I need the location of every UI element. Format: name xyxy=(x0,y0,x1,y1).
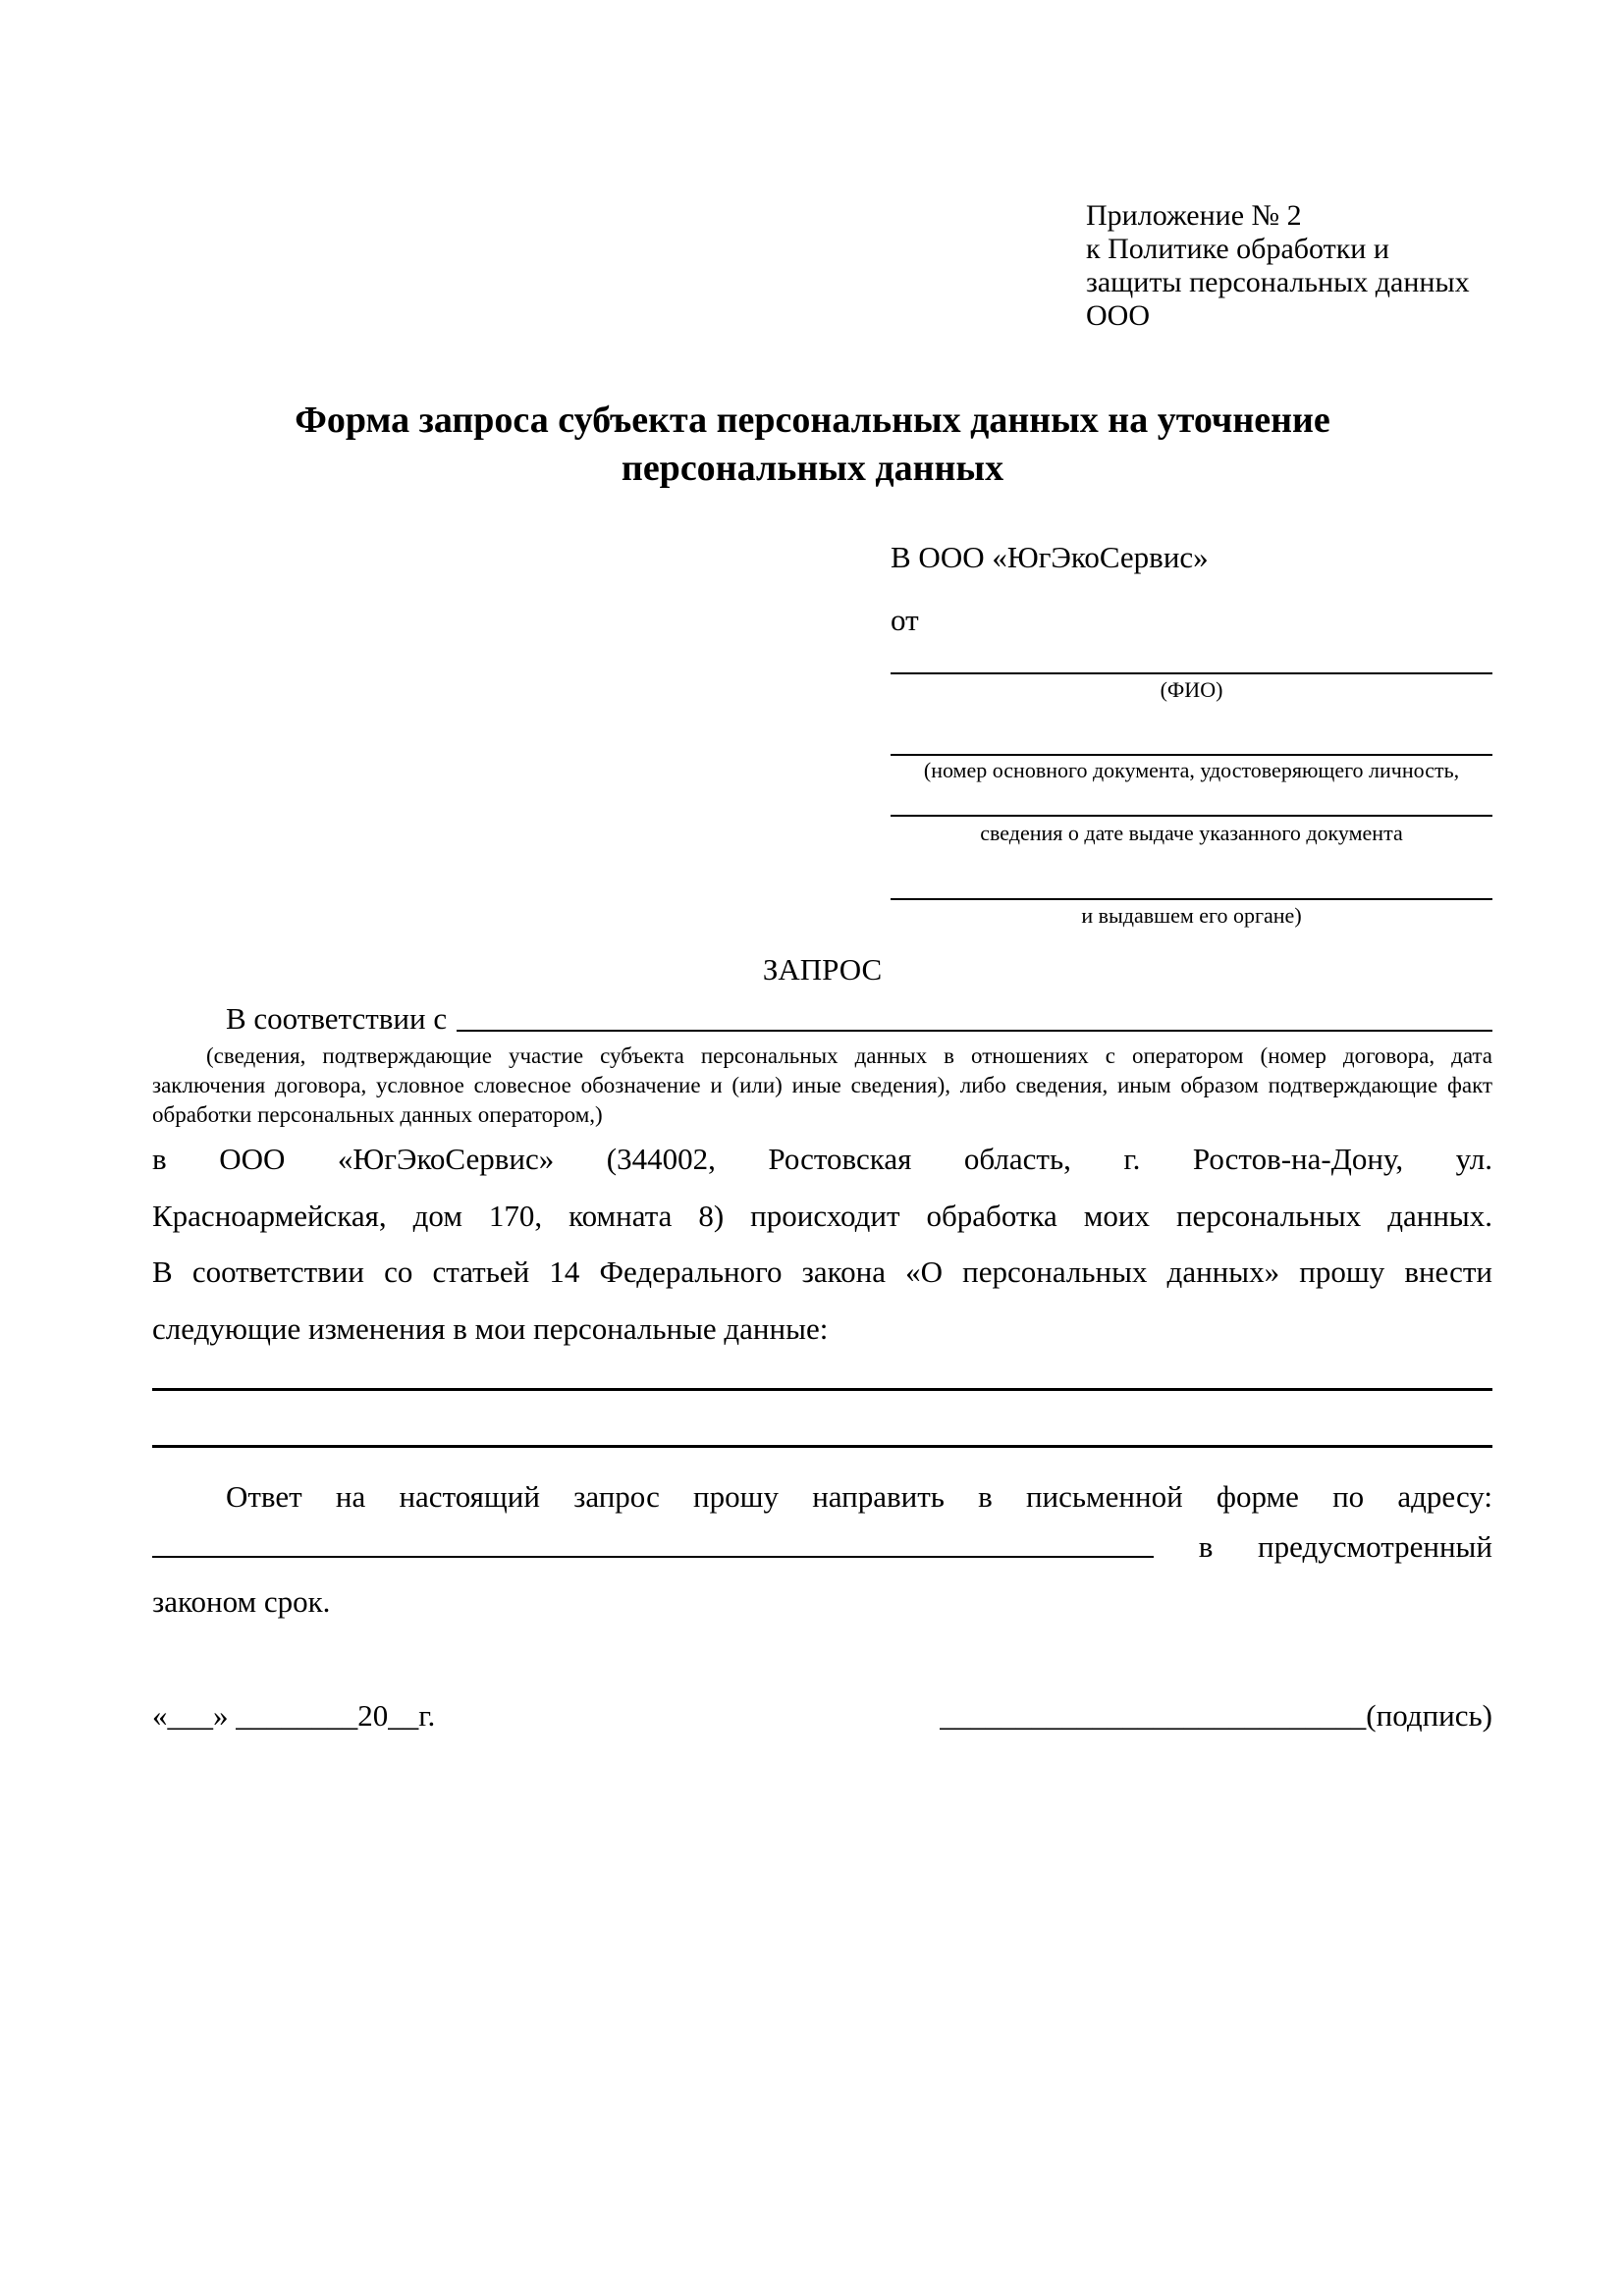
signature-label: (подпись) xyxy=(1366,1698,1492,1733)
issue-date-blank-field[interactable] xyxy=(891,775,1492,817)
reply-word-v: в xyxy=(1198,1529,1214,1564)
issuing-authority-blank-field[interactable] xyxy=(891,859,1492,900)
appendix-line: ООО xyxy=(1086,299,1150,332)
reply-paragraph-line-1: Ответ на настоящий запрос прошу направить в письменной форме по адресу: xyxy=(226,1479,1492,1514)
explanatory-note-line: (сведения, подтверждающие участие субъекта персональных данных в отношениях с оператором (номер договора, дата xyxy=(206,1043,1492,1068)
appendix-line: Приложение № 2 xyxy=(1086,199,1302,232)
changes-blank-line-1[interactable] xyxy=(152,1388,1492,1391)
date-blank-field[interactable]: «___» ________20__г. xyxy=(152,1698,436,1733)
fio-blank-field[interactable] xyxy=(891,633,1492,674)
changes-blank-line-2[interactable] xyxy=(152,1445,1492,1448)
accordance-lead-text: В соответствии с xyxy=(226,1001,448,1036)
reply-paragraph-line-3: законом срок. xyxy=(152,1584,331,1619)
accordance-row xyxy=(152,1001,1492,1037)
appendix-line: к Политике обработки и xyxy=(1086,233,1389,265)
address-blank-field[interactable] xyxy=(152,1556,1154,1558)
reply-paragraph-line-2 xyxy=(152,1527,1492,1565)
appendix-reference xyxy=(1086,199,1508,333)
reply-word-predusmotrenny: предусмотренный xyxy=(1258,1529,1492,1564)
from-label: от xyxy=(891,603,919,637)
body-paragraph-line: Красноармейская, дом 170, комната 8) происходит обработка моих персональных данных. xyxy=(152,1198,1492,1233)
page-title xyxy=(142,397,1483,493)
document-number-blank-field[interactable] xyxy=(891,715,1492,756)
request-heading: ЗАПРОС xyxy=(762,952,883,987)
body-paragraph xyxy=(152,1131,1492,1357)
issuing-authority-field-label: и выдавшем его органе) xyxy=(1081,903,1302,928)
accordance-blank-field[interactable] xyxy=(457,1030,1492,1032)
fio-field-label: (ФИО) xyxy=(1160,677,1223,702)
body-paragraph-line: в ООО «ЮгЭкоСервис» (344002, Ростовская область, г. Ростов-на-Дону, ул. xyxy=(152,1142,1492,1176)
document-number-field-label: (номер основного документа, удостоверяющего личность, xyxy=(923,758,1460,782)
explanatory-note xyxy=(152,1041,1492,1130)
page-title-line: персональных данных xyxy=(621,448,1004,489)
addressee-organization: В ООО «ЮгЭкоСервис» xyxy=(891,540,1209,574)
body-paragraph-line: В соответствии со статьей 14 Федерального закона «О персональных данных» прошу внести xyxy=(152,1255,1492,1289)
signature-blank-field[interactable]: ____________________________ xyxy=(940,1698,1367,1733)
explanatory-note-line: обработки персональных данных оператором,) xyxy=(152,1102,603,1127)
page-title-line: Форма запроса субъекта персональных данных на уточнение xyxy=(295,400,1330,441)
signature-group xyxy=(940,1698,1492,1734)
explanatory-note-line: заключения договора, условное словесное обозначение и (или) иные сведения), либо сведения, иным образом подтверждающие факт xyxy=(152,1073,1492,1097)
body-paragraph-line: следующие изменения в мои персональные данные: xyxy=(152,1310,829,1346)
appendix-line: защиты персональных данных xyxy=(1086,266,1470,298)
issue-date-field-label: сведения о дате выдаче указанного документа xyxy=(980,821,1403,845)
footer-row xyxy=(152,1698,1492,1734)
